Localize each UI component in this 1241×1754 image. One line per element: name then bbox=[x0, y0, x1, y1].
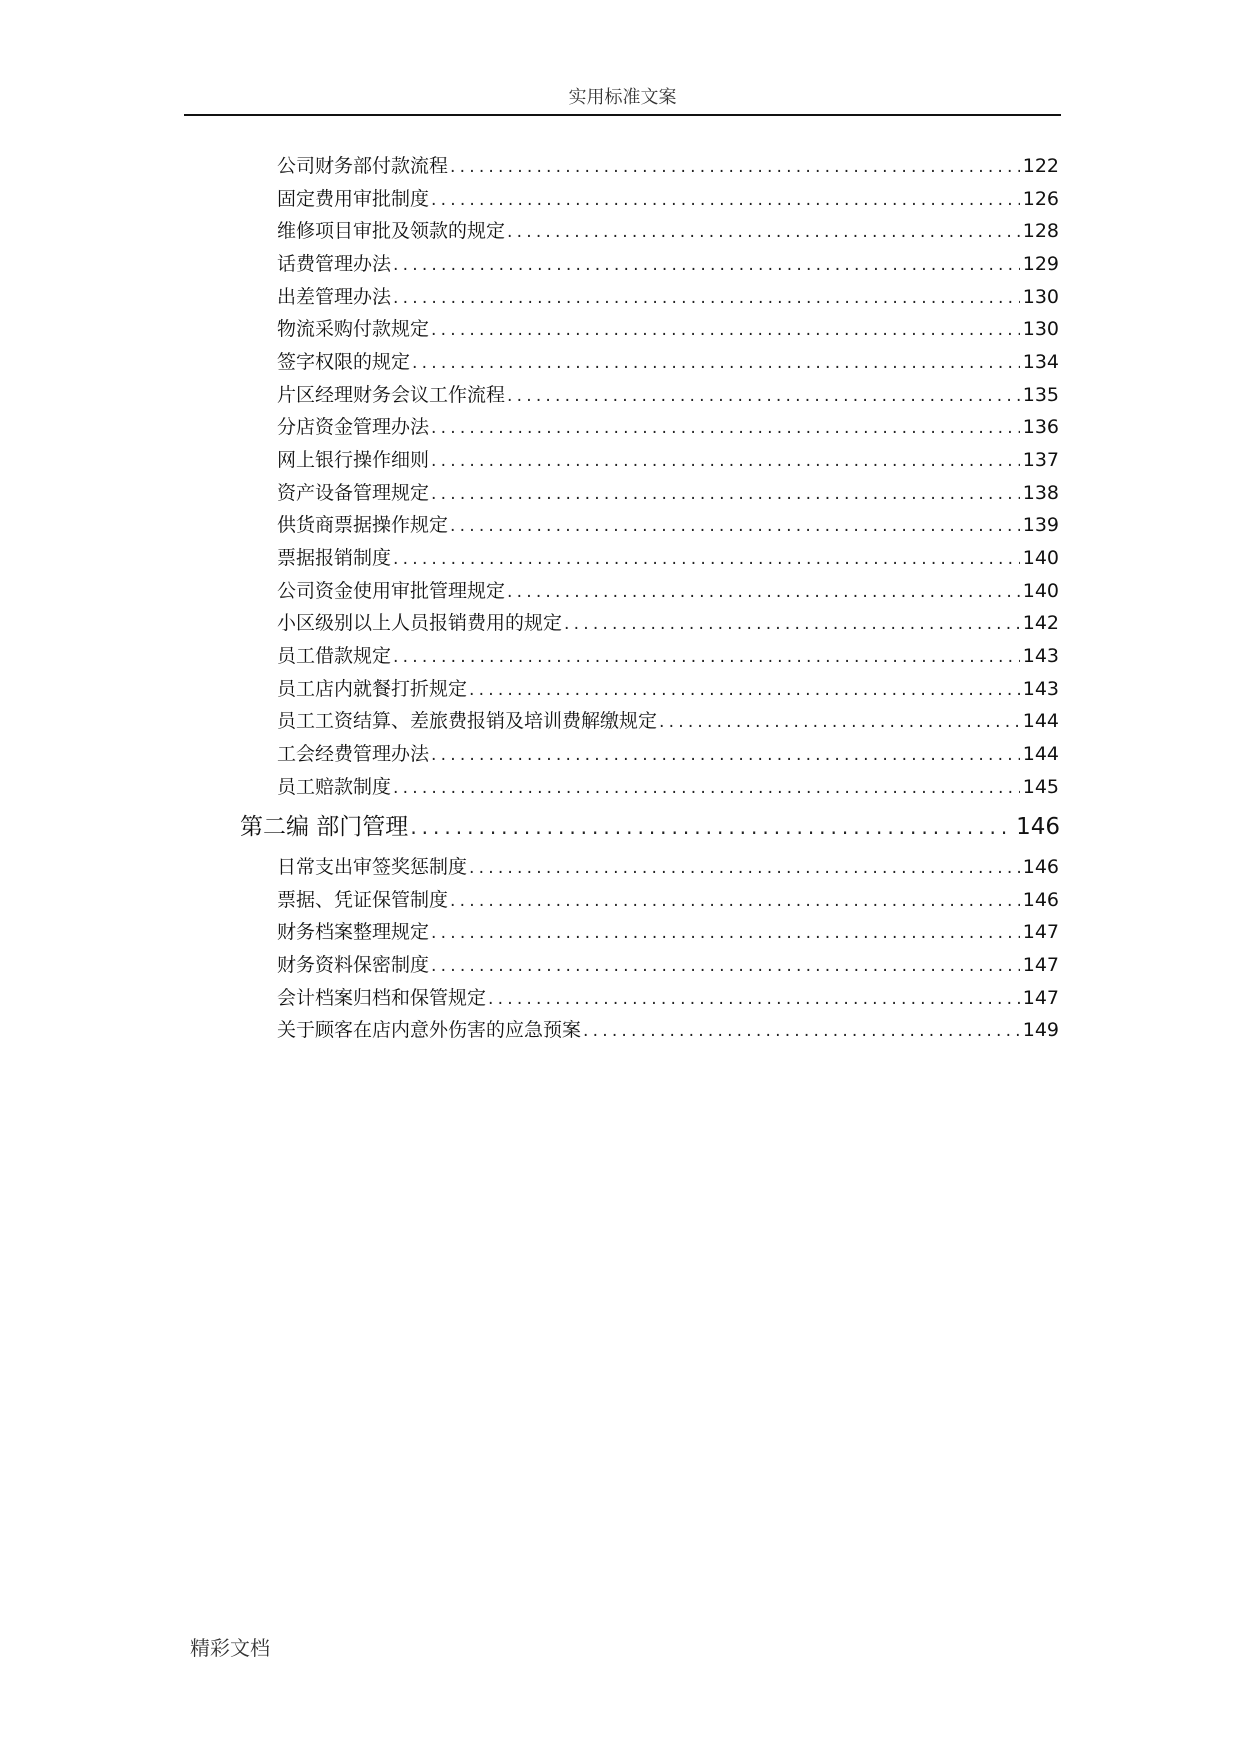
toc-dot-leader bbox=[410, 810, 1013, 844]
toc-dot-leader bbox=[469, 676, 1020, 703]
toc-entry-title: 小区级别以上人员报销费用的规定 bbox=[277, 612, 563, 634]
toc-entry-title: 关于顾客在店内意外伤害的应急预案 bbox=[277, 1019, 582, 1041]
toc-entry[interactable] bbox=[277, 707, 1059, 735]
header-rule bbox=[184, 114, 1061, 116]
toc-entry[interactable] bbox=[277, 348, 1059, 376]
toc-entry-page: 146 bbox=[1022, 856, 1059, 878]
toc-entry-page: 143 bbox=[1022, 645, 1059, 667]
toc-entry[interactable] bbox=[277, 315, 1059, 343]
toc-dot-leader bbox=[469, 854, 1020, 881]
toc-entry-page: 137 bbox=[1022, 449, 1059, 471]
toc-entry-title: 分店资金管理办法 bbox=[277, 416, 430, 438]
toc-dot-leader bbox=[431, 741, 1020, 768]
toc-entry-title: 票据报销制度 bbox=[277, 547, 392, 569]
toc-entry-page: 136 bbox=[1022, 416, 1059, 438]
toc-entry-page: 140 bbox=[1022, 547, 1059, 569]
toc-entry-page: 144 bbox=[1022, 743, 1059, 765]
toc-entry[interactable] bbox=[277, 675, 1059, 703]
toc-entry[interactable] bbox=[277, 152, 1059, 180]
toc-dot-leader bbox=[450, 153, 1020, 180]
toc-entry[interactable] bbox=[277, 773, 1059, 801]
toc-dot-leader bbox=[431, 952, 1020, 979]
toc-entry-title: 供货商票据操作规定 bbox=[277, 514, 449, 536]
toc-section-page: 146 bbox=[1016, 814, 1060, 840]
toc-entry-title: 会计档案归档和保管规定 bbox=[277, 987, 487, 1009]
toc-entry-page: 134 bbox=[1022, 351, 1059, 373]
toc-entry-page: 147 bbox=[1022, 921, 1059, 943]
toc-entry-title: 出差管理办法 bbox=[277, 286, 392, 308]
toc-entry-title: 资产设备管理规定 bbox=[277, 482, 430, 504]
toc-entry[interactable] bbox=[277, 951, 1059, 979]
toc-entry[interactable] bbox=[277, 185, 1059, 213]
toc-dot-leader bbox=[431, 919, 1020, 946]
toc-dot-leader bbox=[507, 578, 1020, 605]
toc-dot-leader bbox=[431, 316, 1020, 343]
toc-dot-leader bbox=[393, 251, 1020, 278]
toc-dot-leader bbox=[450, 887, 1020, 914]
toc-entry-title: 维修项目审批及领款的规定 bbox=[277, 220, 506, 242]
toc-entry-page: 138 bbox=[1022, 482, 1059, 504]
toc-entry-page: 135 bbox=[1022, 384, 1059, 406]
toc-entry-page: 147 bbox=[1022, 954, 1059, 976]
toc-entry-title: 片区经理财务会议工作流程 bbox=[277, 384, 506, 406]
toc-entry[interactable] bbox=[277, 511, 1059, 539]
toc-entry-title: 员工借款规定 bbox=[277, 645, 392, 667]
toc-entry-page: 145 bbox=[1022, 776, 1059, 798]
toc-dot-leader bbox=[431, 186, 1020, 213]
toc-dot-leader bbox=[431, 414, 1020, 441]
toc-dot-leader bbox=[412, 349, 1020, 376]
toc-dot-leader bbox=[507, 382, 1020, 409]
toc-entry-page: 139 bbox=[1022, 514, 1059, 536]
toc-entry[interactable] bbox=[277, 886, 1059, 914]
toc-entry[interactable] bbox=[277, 217, 1059, 245]
toc-entry-page: 142 bbox=[1022, 612, 1059, 634]
toc-entry[interactable] bbox=[277, 642, 1059, 670]
toc-entry[interactable] bbox=[277, 577, 1059, 605]
toc-entry[interactable] bbox=[277, 1016, 1059, 1044]
toc-dot-leader bbox=[659, 708, 1020, 735]
toc-entry-title: 公司财务部付款流程 bbox=[277, 155, 449, 177]
page-footer: 精彩文档 bbox=[190, 1636, 270, 1660]
toc-dot-leader bbox=[393, 774, 1020, 801]
toc-entry-title: 固定费用审批制度 bbox=[277, 188, 430, 210]
toc-entry-title: 日常支出审签奖惩制度 bbox=[277, 856, 468, 878]
toc-entry-page: 143 bbox=[1022, 678, 1059, 700]
toc-entry-page: 130 bbox=[1022, 286, 1059, 308]
toc-entry-page: 128 bbox=[1022, 220, 1059, 242]
toc-entry[interactable] bbox=[277, 918, 1059, 946]
toc-entry[interactable] bbox=[277, 853, 1059, 881]
toc-dot-leader bbox=[583, 1017, 1020, 1044]
toc-dot-leader bbox=[488, 985, 1020, 1012]
toc-entry-page: 146 bbox=[1022, 889, 1059, 911]
toc-entry-title: 财务档案整理规定 bbox=[277, 921, 430, 943]
toc-entry[interactable] bbox=[277, 446, 1059, 474]
toc-section-title: 第二编 部门管理 bbox=[240, 814, 409, 840]
toc-dot-leader bbox=[507, 218, 1020, 245]
toc-dot-leader bbox=[450, 512, 1020, 539]
toc-entry-title: 签字权限的规定 bbox=[277, 351, 411, 373]
toc-entry-title: 票据、凭证保管制度 bbox=[277, 889, 449, 911]
page-header: 实用标准文案 bbox=[568, 87, 677, 108]
toc-entry[interactable] bbox=[277, 609, 1059, 637]
toc-entry[interactable] bbox=[277, 413, 1059, 441]
toc-entry-title: 物流采购付款规定 bbox=[277, 318, 430, 340]
toc-entry-page: 149 bbox=[1022, 1019, 1059, 1041]
toc-entry-title: 员工工资结算、差旅费报销及培训费解缴规定 bbox=[277, 710, 658, 732]
toc-entry[interactable] bbox=[277, 381, 1059, 409]
toc-dot-leader bbox=[431, 480, 1020, 507]
toc-entry-title: 话费管理办法 bbox=[277, 253, 392, 275]
toc-dot-leader bbox=[393, 643, 1020, 670]
toc-dot-leader bbox=[431, 447, 1020, 474]
toc-entry-page: 129 bbox=[1022, 253, 1059, 275]
toc-entry-title: 财务资料保密制度 bbox=[277, 954, 430, 976]
toc-entry-title: 员工赔款制度 bbox=[277, 776, 392, 798]
toc-entry-title: 公司资金使用审批管理规定 bbox=[277, 580, 506, 602]
toc-dot-leader bbox=[393, 284, 1020, 311]
toc-entry-title: 员工店内就餐打折规定 bbox=[277, 678, 468, 700]
toc-dot-leader bbox=[393, 545, 1020, 572]
toc-entry-title: 工会经费管理办法 bbox=[277, 743, 430, 765]
toc-entry[interactable] bbox=[277, 984, 1059, 1012]
toc-entry-title: 网上银行操作细则 bbox=[277, 449, 430, 471]
toc-entry-page: 130 bbox=[1022, 318, 1059, 340]
toc-entry[interactable] bbox=[277, 283, 1059, 311]
toc-entry-page: 147 bbox=[1022, 987, 1059, 1009]
toc-entry-page: 140 bbox=[1022, 580, 1059, 602]
toc-entry-page: 144 bbox=[1022, 710, 1059, 732]
toc-entry[interactable] bbox=[277, 740, 1059, 768]
toc-section-entry[interactable] bbox=[240, 810, 1060, 844]
toc-entry-page: 126 bbox=[1022, 188, 1059, 210]
toc-dot-leader bbox=[564, 610, 1020, 637]
toc-entry[interactable] bbox=[277, 544, 1059, 572]
toc-entry[interactable] bbox=[277, 250, 1059, 278]
toc-entry[interactable] bbox=[277, 479, 1059, 507]
toc-entry-page: 122 bbox=[1022, 155, 1059, 177]
